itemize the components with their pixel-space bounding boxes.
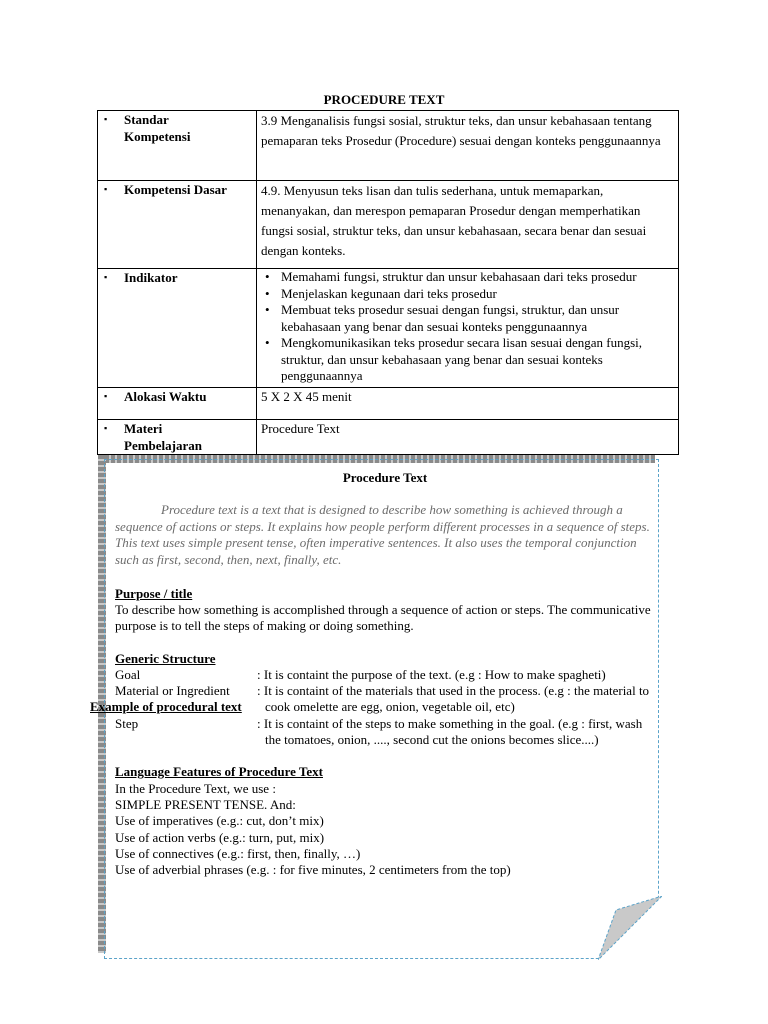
structure-term: Step — [115, 715, 139, 731]
row-value: Procedure Text — [257, 420, 679, 455]
table-row — [98, 420, 679, 455]
note-content — [115, 470, 655, 878]
label-line: Kompetensi Dasar — [124, 182, 227, 197]
feature-line: Use of adverbial phrases (e.g. : for five minutes, 2 centimeters from the top) — [115, 862, 511, 878]
feature-line: In the Procedure Text, we use : — [115, 780, 276, 796]
example-label: Example of procedural text — [90, 699, 242, 714]
feature-line: SIMPLE PRESENT TENSE. And: — [115, 796, 296, 812]
row-label — [98, 111, 257, 181]
purpose-text: To describe how something is accomplished through a sequence of action or steps. The communicative purpose is to tell the steps of making or doing something. — [115, 601, 651, 634]
row-label — [98, 269, 257, 388]
structure-desc: : It is containt the purpose of the text. (e.g : How to make spagheti) — [257, 666, 606, 682]
table-row — [98, 181, 679, 269]
feature-line: Use of action verbs (e.g.: turn, put, mix) — [115, 829, 325, 845]
structure-desc: : It is containt of the materials that used in the process. (e.g : the material to cook omelette are egg, onion, vegetable oil, etc) — [257, 683, 650, 715]
competency-table — [97, 110, 679, 455]
row-value: 5 X 2 X 45 menit — [257, 388, 679, 420]
structure-term: Material or Ingredient — [115, 683, 230, 699]
label-line: Kompetensi — [124, 129, 191, 144]
list-item: • Memahami fungsi, struktur dan unsur kebahasaan dari teks prosedur — [281, 269, 674, 286]
features-title: Language Features of Procedure Text — [115, 764, 323, 780]
structure-title: Generic Structure — [115, 650, 216, 666]
bullet-icon: ▪ — [104, 114, 108, 124]
label-line: Indikator — [124, 270, 178, 285]
purpose-title: Purpose / title — [115, 585, 193, 601]
intro-paragraph: Procedure text is a text that is designed to describe how something is achieved through a sequence of actions or steps. It explains how people perform different processes in a sequence of steps. This text uses simple present tense, often imperative sentences. It also uses the temporal conjunction such as first, second, then, next, finally, etc. — [115, 502, 650, 568]
structure-term: Goal — [115, 666, 141, 682]
feature-line: Use of connectives (e.g.: first, then, finally, …) — [115, 845, 361, 861]
row-label — [98, 388, 257, 420]
label-line: Pembelajaran — [124, 438, 202, 453]
row-value: 4.9. Menyusun teks lisan dan tulis sederhana, untuk memaparkan, menanyakan, dan merespon pemaparan Prosedur dengan memperhatikan fungsi sosial, struktur teks, dan unsur kebahasaan, secara benar dan sesuai dengan konteks. — [257, 181, 679, 269]
label-line: Materi — [124, 421, 163, 436]
row-label — [98, 181, 257, 269]
bullet-icon: ▪ — [104, 391, 108, 401]
list-item: • Mengkomunikasikan teks prosedur secara lisan sesuai dengan fungsi, struktur, dan unsur kebahasaan yang benar dan sesuai konteks penggunaannya — [281, 335, 674, 385]
bullet-icon: ▪ — [104, 272, 108, 282]
list-item: • Membuat teks prosedur sesuai dengan fungsi, struktur, dan unsur kebahasaan yang benar dan sesuai konteks penggunaannya — [281, 302, 674, 335]
list-item: • Menjelaskan kegunaan dari teks prosedur — [281, 286, 674, 303]
bullet-icon: ▪ — [104, 423, 108, 433]
note-heading: Procedure Text — [342, 470, 428, 485]
row-value — [257, 269, 679, 388]
bullet-icon: ▪ — [104, 184, 108, 194]
table-row — [98, 269, 679, 388]
structure-desc: : It is containt of the steps to make something in the goal. (e.g : first, wash the tomatoes, onion, ...., second cut the onions becomes slice....) — [257, 715, 643, 748]
row-value: 3.9 Menganalisis fungsi sosial, struktur teks, dan unsur kebahasaan tentang pemaparan teks Prosedur (Procedure) sesuai dengan konteks penggunaannya — [257, 111, 679, 181]
structure-row — [115, 667, 655, 683]
page-curl-icon — [598, 896, 662, 960]
label-line: Standar — [124, 112, 169, 127]
indicator-list — [261, 269, 674, 385]
page-title: PROCEDURE TEXT — [323, 92, 445, 107]
feature-line: Use of imperatives (e.g.: cut, don’t mix) — [115, 813, 324, 829]
row-label — [98, 420, 257, 455]
table-row — [98, 388, 679, 420]
label-line: Alokasi Waktu — [124, 389, 207, 404]
table-row — [98, 111, 679, 181]
structure-row — [115, 716, 655, 749]
